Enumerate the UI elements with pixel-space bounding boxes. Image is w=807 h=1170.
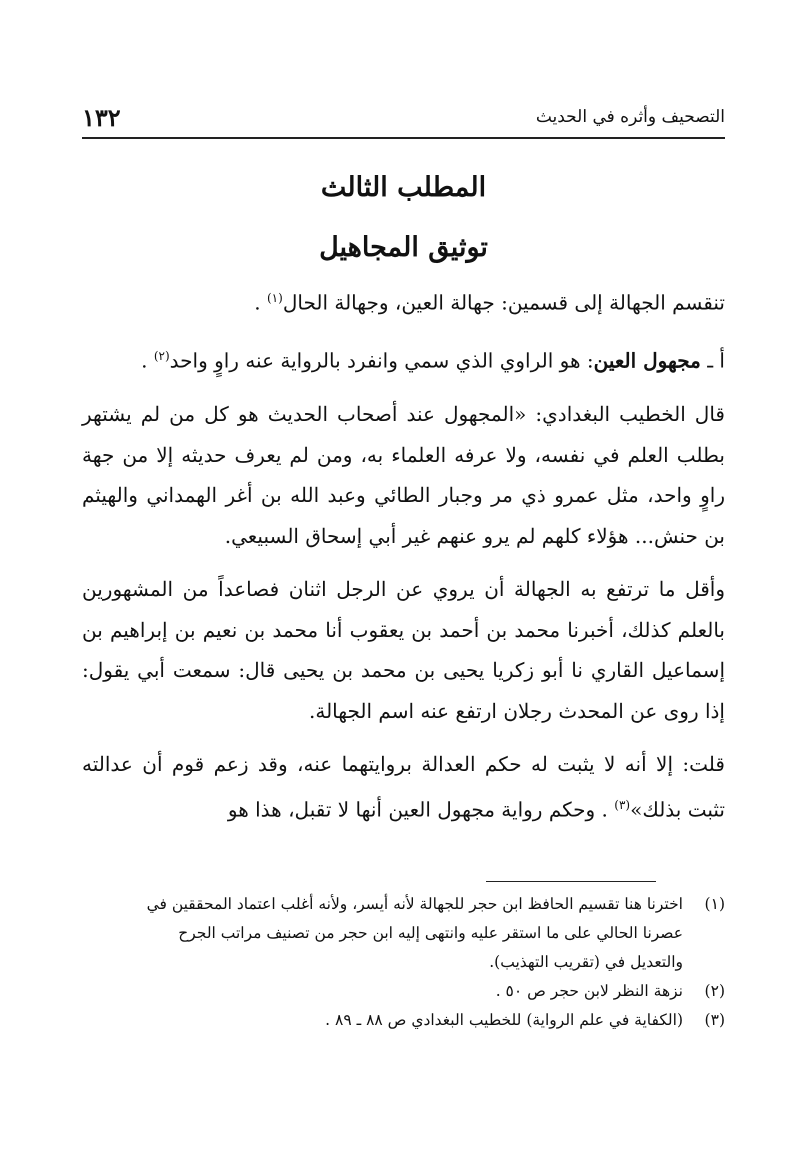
- footnote-1: (١) اخترنا هنا تقسيم الحافظ ابن حجر للجهالة لأنه أيسر، ولأنه أغلب اعتماد المحققين في عصرنا الحالي على ما استقر عليه وانتهى إليه ابن حجر من تصنيف مراتب الجرح والتعديل في (تقريب التهذيب).: [82, 890, 725, 977]
- running-title: التصحيف وأثره في الحديث: [535, 107, 725, 127]
- header-rule: [82, 137, 725, 139]
- footnote-number: (٢): [704, 982, 725, 1000]
- footnote-number: (١): [704, 895, 725, 913]
- footnote-3: (٣) (الكفاية في علم الرواية) للخطيب البغدادي ص ٨٨ ـ ٨٩ .: [82, 1006, 725, 1035]
- page-header: [82, 100, 725, 134]
- term-unknown-identity: مجهول العين: [593, 348, 701, 373]
- paragraph-1: تنقسم الجهالة إلى قسمين: جهالة العين، وجهالة الحال$^{(١)}$ .: [254, 290, 725, 315]
- paragraph-4: وأقل ما ترتفع به الجهالة أن يروي عن الرجل اثنان فصاعداً من المشهورين بالعلم كذلك، أخبرنا محمد بن أحمد بن يعقوب أنا محمد بن نعيم بن إبراهيم بن إسماعيل القاري نا أبو زكريا يحيى بن محمد بن يحيى قال: سمعت أبي يقول: إذا روى عن المحدث رجلان ارتفع عنه اسم الجهالة.: [82, 577, 725, 723]
- page-number: ١٣٢: [82, 102, 121, 132]
- footnotes: [82, 890, 725, 1035]
- footnote-2: (٢) نزهة النظر لابن حجر ص ٥٠ .: [82, 977, 725, 1006]
- section-heading: المطلب الثالث: [320, 172, 487, 203]
- footnote-ref-3[interactable]: (٣): [614, 797, 631, 812]
- footnote-ref-1[interactable]: (١): [266, 291, 283, 305]
- section-headings: [82, 168, 725, 268]
- footnote-ref-2[interactable]: (٢): [153, 349, 170, 364]
- footnote-number: (٣): [704, 1011, 725, 1029]
- main-text: [82, 278, 725, 830]
- paragraph-2: أ ـ مجهول العين: هو الراوي الذي سمي وانفرد بالرواية عنه راوٍ واحد$^{(٢)}$ .: [141, 348, 725, 373]
- paragraph-5: قلت: إلا أنه لا يثبت له حكم العدالة بروايتهما عنه، وقد زعم قوم أن عدالته تثبت بذلك»$^{(٣)}$ . وحكم رواية مجهول العين أنها لا تقبل، هذا هو: [82, 752, 725, 822]
- section-title: توثيق المجاهيل: [319, 232, 488, 263]
- paragraph-3: قال الخطيب البغدادي: «المجهول عند أصحاب الحديث هو كل من لم يشتهر بطلب العلم في نفسه، ولا عرفه العلماء به، ومن لم يعرف حديثه إلا من جهة راوٍ واحد، مثل عمرو ذي مر وجبار الطائي وعبد الله بن أغر الهمداني والهيثم بن حنش... هؤلاء كلهم لم يرو عنهم غير أبي إسحاق السبيعي.: [82, 402, 725, 548]
- footnote-separator: [486, 881, 656, 882]
